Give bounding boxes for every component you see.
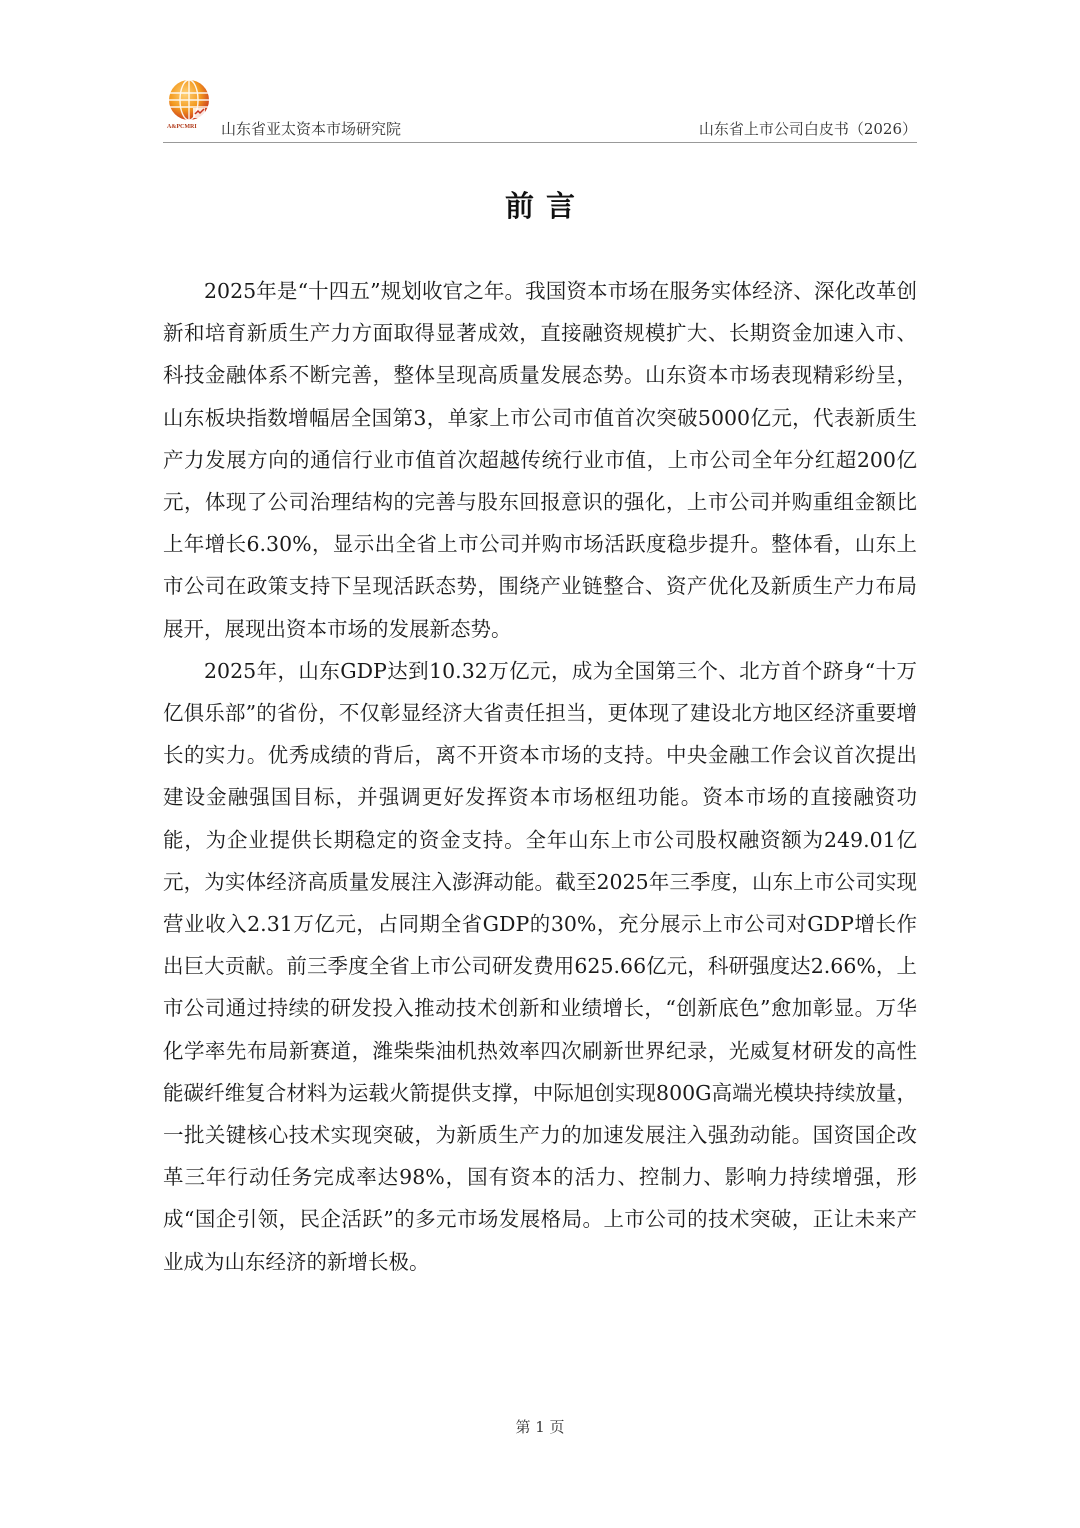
body-text [163, 270, 917, 1283]
header-divider [163, 142, 917, 143]
document-title-header: 山东省上市公司白皮书（2026） [698, 120, 917, 138]
organization-name: 山东省亚太资本市场研究院 [221, 120, 402, 138]
page-header [163, 78, 917, 140]
page-number: 第 1 页 [515, 1418, 565, 1436]
logo-text: A&PCMRI [167, 124, 197, 130]
page-title: 前言 [504, 189, 587, 223]
paragraph-2: 2025年，山东GDP达到10.32万亿元，成为全国第三个、北方首个跻身“十万亿俱乐部”的省份，不仅彰显经济大省责任担当，更体现了建设北方地区经济重要增长的实力。优秀成绩的背后，离不开资本市场的支持。中央金融工作会议首次提出建设金融强国目标，并强调更好发挥资本市场枢纽功能。资本市场的直接融资功能，为企业提供长期稳定的资金支持。全年山东上市公司股权融资额为249.01亿元，为实体经济高质量发展注入澎湃动能。截至2025年三季度，山东上市公司实现营业收入2.31万亿元，占同期全省GDP的30%，充分展示上市公司对GDP增长作出巨大贡献。前三季度全省上市公司研发费用625.66亿元，科研强度达2.66%，上市公司通过持续的研发投入推动技术创新和业绩增长，“创新底色”愈加彰显。万华化学率先布局新赛道，潍柴柴油机热效率四次刷新世界纪录，光威复材研发的高性能碳纤维复合材料为运载火箭提供支撑，中际旭创实现800G高端光模块持续放量，一批关键核心技术实现突破，为新质生产力的加速发展注入强劲动能。国资国企改革三年行动任务完成率达98%，国有资本的活力、控制力、影响力持续增强，形成“国企引领，民企活跃”的多元市场发展格局。上市公司的技术突破，正让未来产业成为山东经济的新增长极。 [163, 658, 917, 1274]
globe-logo-icon [163, 78, 215, 130]
paragraph-1: 2025年是“十四五”规划收官之年。我国资本市场在服务实体经济、深化改革创新和培育新质生产力方面取得显著成效，直接融资规模扩大、长期资金加速入市、科技金融体系不断完善，整体呈现高质量发展态势。山东资本市场表现精彩纷呈，山东板块指数增幅居全国第3，单家上市公司市值首次突破5000亿元，代表新质生产力发展方向的通信行业市值首次超越传统行业市值，上市公司全年分红超200亿元，体现了公司治理结构的完善与股东回报意识的强化，上市公司并购重组金额比上年增长6.30%，显示出全省上市公司并购市场活跃度稳步提升。整体看，山东上市公司在政策支持下呈现活跃态势，围绕产业链整合、资产优化及新质生产力布局展开，展现出资本市场的发展新态势。 [163, 279, 917, 641]
